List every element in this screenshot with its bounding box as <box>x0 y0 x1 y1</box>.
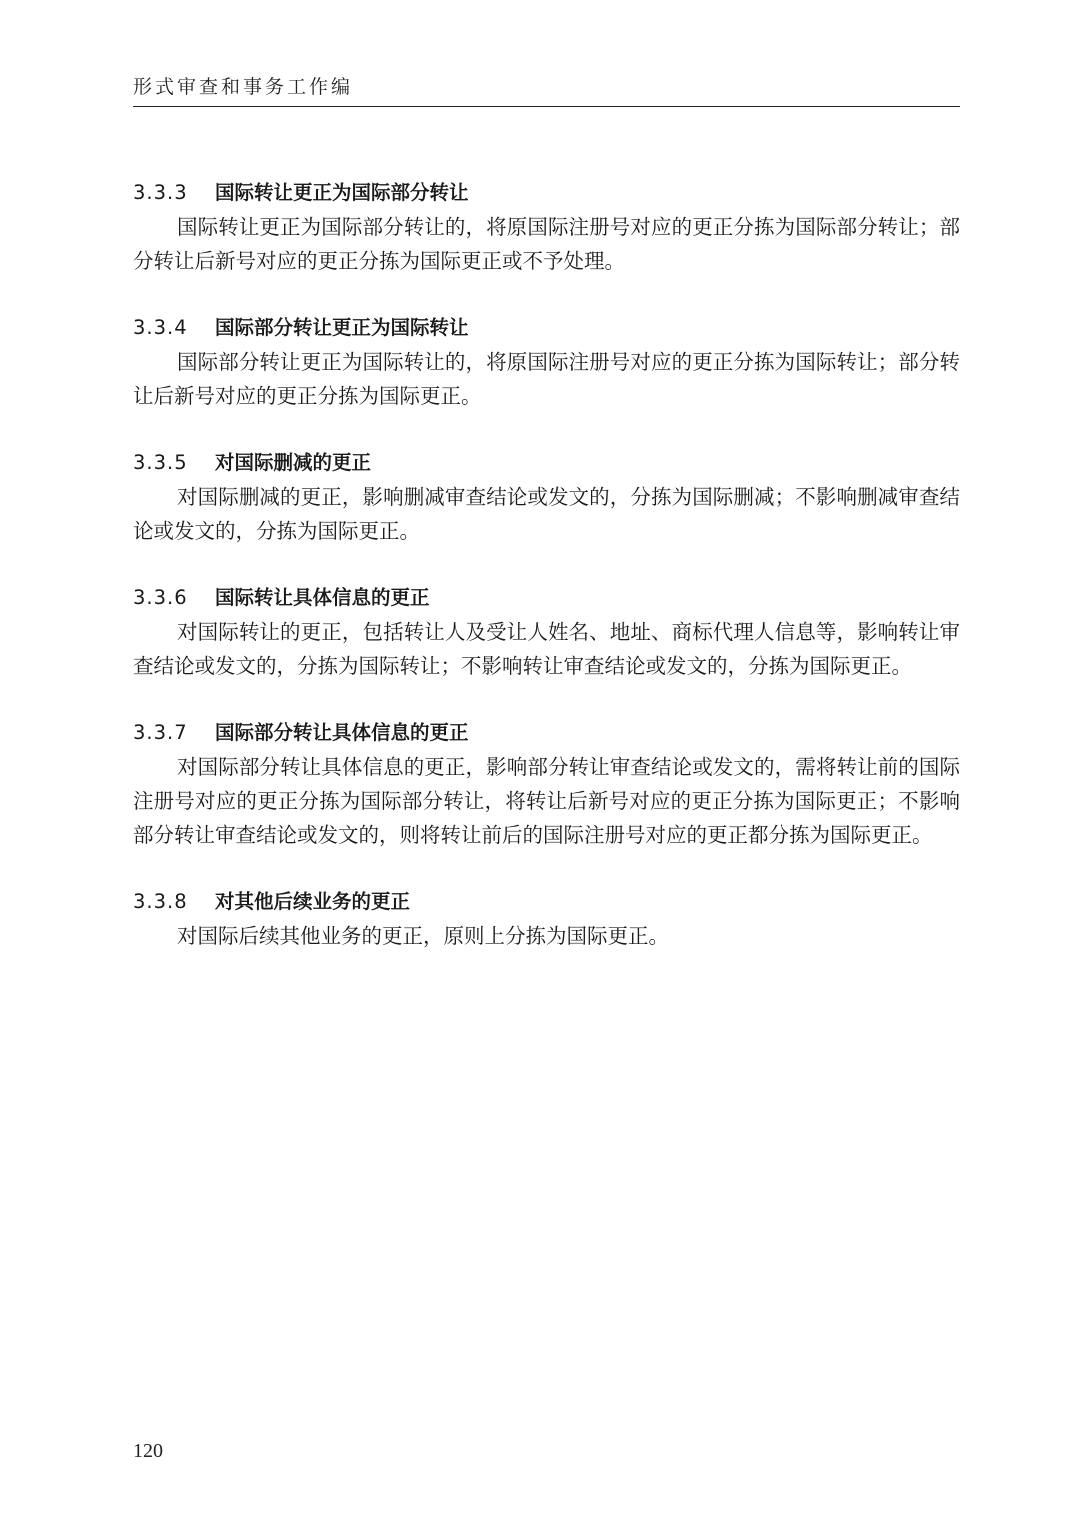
page-number: 120 <box>133 1440 163 1462</box>
section-heading <box>133 716 960 750</box>
section-body: 国际转让更正为国际部分转让的，将原国际注册号对应的更正分拣为国际部分转让；部分转让后新号对应的更正分拣为国际更正或不予处理。 <box>133 215 960 273</box>
section-3-3-7 <box>133 716 960 852</box>
section-number: 3.3.6 <box>133 586 188 609</box>
page-content <box>133 176 960 986</box>
section-heading <box>133 311 960 345</box>
section-body: 对国际删减的更正，影响删减审查结论或发文的，分拣为国际删减；不影响删减审查结论或发文的，分拣为国际更正。 <box>133 485 960 543</box>
section-body: 对国际部分转让具体信息的更正，影响部分转让审查结论或发文的，需将转让前的国际注册号对应的更正分拣为国际部分转让，将转让后新号对应的更正分拣为国际更正；不影响部分转让审查结论或发文的，则将转让前后的国际注册号对应的更正都分拣为国际更正。 <box>133 755 960 847</box>
section-title: 对其他后续业务的更正 <box>215 890 411 913</box>
section-heading <box>133 581 960 615</box>
section-heading <box>133 176 960 210</box>
section-number: 3.3.3 <box>133 181 188 204</box>
section-3-3-3 <box>133 176 960 278</box>
section-heading <box>133 885 960 919</box>
section-title: 对国际删减的更正 <box>215 451 372 474</box>
section-title: 国际部分转让更正为国际转让 <box>215 316 469 339</box>
section-body: 对国际后续其他业务的更正，原则上分拣为国际更正。 <box>177 924 669 948</box>
header-rule <box>133 106 960 107</box>
section-3-3-6 <box>133 581 960 683</box>
section-title: 国际转让更正为国际部分转让 <box>215 181 469 204</box>
section-number: 3.3.7 <box>133 721 188 744</box>
section-title: 国际转让具体信息的更正 <box>215 586 430 609</box>
section-3-3-8 <box>133 885 960 953</box>
section-heading <box>133 446 960 480</box>
section-number: 3.3.8 <box>133 890 188 913</box>
section-number: 3.3.4 <box>133 316 188 339</box>
section-body: 对国际转让的更正，包括转让人及受让人姓名、地址、商标代理人信息等，影响转让审查结论或发文的，分拣为国际转让；不影响转让审查结论或发文的，分拣为国际更正。 <box>133 620 960 678</box>
running-header: 形式审查和事务工作编 <box>133 76 354 98</box>
section-3-3-4 <box>133 311 960 413</box>
section-body: 国际部分转让更正为国际转让的，将原国际注册号对应的更正分拣为国际转让；部分转让后新号对应的更正分拣为国际更正。 <box>133 350 960 408</box>
section-3-3-5 <box>133 446 960 548</box>
section-number: 3.3.5 <box>133 451 188 474</box>
section-title: 国际部分转让具体信息的更正 <box>215 721 469 744</box>
